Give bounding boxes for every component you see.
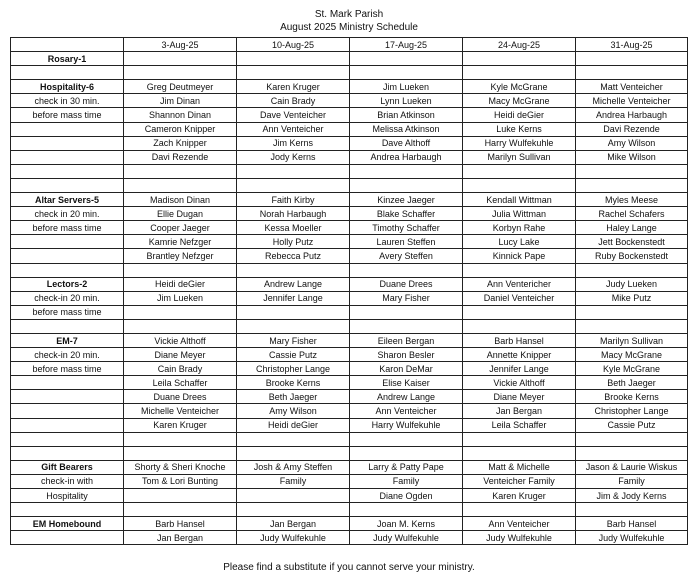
volunteer-cell: Cain Brady bbox=[124, 362, 237, 376]
volunteer-cell: Macy McGrane bbox=[576, 348, 688, 362]
volunteer-cell: Harry Wulfekuhle bbox=[463, 136, 576, 150]
volunteer-cell: Dave Althoff bbox=[350, 136, 463, 150]
volunteer-cell: Lauren Steffen bbox=[350, 235, 463, 249]
volunteer-cell: Duane Drees bbox=[124, 390, 237, 404]
schedule-row bbox=[11, 503, 688, 517]
ministry-label: Gift Bearers bbox=[11, 460, 124, 474]
ministry-label: check in 30 min. bbox=[11, 94, 124, 108]
volunteer-cell: Jan Bergan bbox=[237, 517, 350, 531]
volunteer-cell: Greg Deutmeyer bbox=[124, 80, 237, 94]
schedule-row bbox=[11, 277, 688, 291]
volunteer-cell bbox=[350, 319, 463, 333]
volunteer-cell: Eileen Bergan bbox=[350, 333, 463, 347]
schedule-row bbox=[11, 305, 688, 319]
schedule-row bbox=[11, 94, 688, 108]
volunteer-cell: Judy Wulfekuhle bbox=[576, 531, 688, 545]
volunteer-cell: Heidi deGier bbox=[463, 108, 576, 122]
volunteer-cell bbox=[576, 52, 688, 66]
volunteer-cell: Vickie Althoff bbox=[124, 333, 237, 347]
volunteer-cell: Cassie Putz bbox=[237, 348, 350, 362]
volunteer-cell: Madison Dinan bbox=[124, 193, 237, 207]
volunteer-cell: Brian Atkinson bbox=[350, 108, 463, 122]
volunteer-cell: Mike Wilson bbox=[576, 150, 688, 164]
volunteer-cell: Jan Bergan bbox=[124, 531, 237, 545]
volunteer-cell bbox=[124, 305, 237, 319]
volunteer-cell: Diane Ogden bbox=[350, 489, 463, 503]
volunteer-cell: Jennifer Lange bbox=[463, 362, 576, 376]
ministry-label: check-in with bbox=[11, 474, 124, 488]
schedule-body bbox=[11, 38, 688, 545]
volunteer-cell bbox=[237, 446, 350, 460]
ministry-label: check in 20 min. bbox=[11, 207, 124, 221]
volunteer-cell bbox=[576, 446, 688, 460]
ministry-label bbox=[11, 319, 124, 333]
schedule-row bbox=[11, 249, 688, 263]
volunteer-cell: Jett Bockenstedt bbox=[576, 235, 688, 249]
volunteer-cell bbox=[237, 263, 350, 277]
volunteer-cell bbox=[124, 489, 237, 503]
volunteer-cell: Mary Fisher bbox=[350, 291, 463, 305]
schedule-row bbox=[11, 178, 688, 192]
schedule-row bbox=[11, 489, 688, 503]
volunteer-cell: Kyle McGrane bbox=[576, 362, 688, 376]
volunteer-cell: Beth Jaeger bbox=[237, 390, 350, 404]
volunteer-cell: Karen Kruger bbox=[237, 80, 350, 94]
ministry-label bbox=[11, 404, 124, 418]
footer-note: Please find a substitute if you cannot serve your ministry. bbox=[223, 562, 475, 573]
volunteer-cell: Ann Venteicher bbox=[237, 122, 350, 136]
volunteer-cell: Marilyn Sullivan bbox=[463, 150, 576, 164]
volunteer-cell: Blake Schaffer bbox=[350, 207, 463, 221]
volunteer-cell: Avery Steffen bbox=[350, 249, 463, 263]
volunteer-cell: Judy Lueken bbox=[576, 277, 688, 291]
ministry-label bbox=[11, 263, 124, 277]
volunteer-cell: Judy Wulfekuhle bbox=[463, 531, 576, 545]
ministry-label: before mass time bbox=[11, 305, 124, 319]
volunteer-cell: Barb Hansel bbox=[463, 333, 576, 347]
volunteer-cell bbox=[350, 263, 463, 277]
schedule-row bbox=[11, 404, 688, 418]
schedule-row bbox=[11, 122, 688, 136]
ministry-label bbox=[11, 136, 124, 150]
volunteer-cell: Jan Bergan bbox=[463, 404, 576, 418]
volunteer-cell bbox=[576, 503, 688, 517]
volunteer-cell: Christopher Lange bbox=[237, 362, 350, 376]
volunteer-cell bbox=[124, 263, 237, 277]
volunteer-cell: Shorty & Sheri Knoche bbox=[124, 460, 237, 474]
volunteer-cell: Lynn Lueken bbox=[350, 94, 463, 108]
ministry-label: check-in 20 min. bbox=[11, 291, 124, 305]
volunteer-cell: Marilyn Sullivan bbox=[576, 333, 688, 347]
volunteer-cell: Julia Wittman bbox=[463, 207, 576, 221]
volunteer-cell: Faith Kirby bbox=[237, 193, 350, 207]
volunteer-cell bbox=[350, 52, 463, 66]
volunteer-cell: Tom & Lori Bunting bbox=[124, 474, 237, 488]
volunteer-cell: Venteicher Family bbox=[463, 474, 576, 488]
volunteer-cell: Mike Putz bbox=[576, 291, 688, 305]
ministry-label bbox=[11, 122, 124, 136]
volunteer-cell: Andrew Lange bbox=[350, 390, 463, 404]
ministry-label bbox=[11, 446, 124, 460]
volunteer-cell bbox=[350, 305, 463, 319]
schedule-row bbox=[11, 66, 688, 80]
date-header: 17-Aug-25 bbox=[350, 38, 463, 52]
volunteer-cell bbox=[124, 66, 237, 80]
volunteer-cell bbox=[350, 66, 463, 80]
volunteer-cell bbox=[576, 164, 688, 178]
volunteer-cell: Judy Wulfekuhle bbox=[237, 531, 350, 545]
volunteer-cell: Annette Knipper bbox=[463, 348, 576, 362]
schedule-row bbox=[11, 150, 688, 164]
volunteer-cell: Barb Hansel bbox=[576, 517, 688, 531]
volunteer-cell bbox=[237, 66, 350, 80]
volunteer-cell: Cassie Putz bbox=[576, 418, 688, 432]
volunteer-cell bbox=[463, 52, 576, 66]
schedule-row bbox=[11, 263, 688, 277]
ministry-label: before mass time bbox=[11, 362, 124, 376]
volunteer-cell bbox=[237, 305, 350, 319]
schedule-row bbox=[11, 193, 688, 207]
volunteer-cell: Kinnick Pape bbox=[463, 249, 576, 263]
volunteer-cell bbox=[463, 432, 576, 446]
volunteer-cell: Diane Meyer bbox=[124, 348, 237, 362]
schedule-row bbox=[11, 207, 688, 221]
volunteer-cell: Amy Wilson bbox=[576, 136, 688, 150]
volunteer-cell: Kessa Moeller bbox=[237, 221, 350, 235]
schedule-row bbox=[11, 376, 688, 390]
volunteer-cell bbox=[124, 432, 237, 446]
ministry-label: before mass time bbox=[11, 221, 124, 235]
ministry-label: before mass time bbox=[11, 108, 124, 122]
volunteer-cell: Cameron Knipper bbox=[124, 122, 237, 136]
volunteer-cell bbox=[576, 305, 688, 319]
volunteer-cell bbox=[463, 66, 576, 80]
volunteer-cell bbox=[124, 446, 237, 460]
volunteer-cell: Timothy Schaffer bbox=[350, 221, 463, 235]
volunteer-cell: Jim Kerns bbox=[237, 136, 350, 150]
volunteer-cell bbox=[237, 489, 350, 503]
ministry-schedule-table bbox=[10, 37, 688, 545]
volunteer-cell: Barb Hansel bbox=[124, 517, 237, 531]
schedule-row bbox=[11, 333, 688, 347]
volunteer-cell bbox=[576, 319, 688, 333]
schedule-row bbox=[11, 164, 688, 178]
date-header: 24-Aug-25 bbox=[463, 38, 576, 52]
volunteer-cell: Jason & Laurie Wiskus bbox=[576, 460, 688, 474]
volunteer-cell: Sharon Besler bbox=[350, 348, 463, 362]
volunteer-cell: Leila Schaffer bbox=[463, 418, 576, 432]
ministry-label bbox=[11, 178, 124, 192]
ministry-label bbox=[11, 503, 124, 517]
volunteer-cell: Vickie Althoff bbox=[463, 376, 576, 390]
volunteer-cell: Ann Ventericher bbox=[463, 277, 576, 291]
volunteer-cell: Jennifer Lange bbox=[237, 291, 350, 305]
ministry-label: EM Homebound bbox=[11, 517, 124, 531]
ministry-label bbox=[11, 390, 124, 404]
date-header-row bbox=[11, 38, 688, 52]
volunteer-cell: Matt & Michelle bbox=[463, 460, 576, 474]
ministry-label: Altar Servers-5 bbox=[11, 193, 124, 207]
volunteer-cell: Josh & Amy Steffen bbox=[237, 460, 350, 474]
schedule-row bbox=[11, 432, 688, 446]
volunteer-cell: Jody Kerns bbox=[237, 150, 350, 164]
volunteer-cell bbox=[463, 305, 576, 319]
volunteer-cell bbox=[463, 446, 576, 460]
ministry-label bbox=[11, 150, 124, 164]
volunteer-cell: Brooke Kerns bbox=[237, 376, 350, 390]
volunteer-cell bbox=[576, 66, 688, 80]
volunteer-cell: Duane Drees bbox=[350, 277, 463, 291]
volunteer-cell: Karon DeMar bbox=[350, 362, 463, 376]
volunteer-cell: Kyle McGrane bbox=[463, 80, 576, 94]
ministry-label: Rosary-1 bbox=[11, 52, 124, 66]
volunteer-cell bbox=[350, 432, 463, 446]
volunteer-cell: Rebecca Putz bbox=[237, 249, 350, 263]
volunteer-cell bbox=[124, 503, 237, 517]
volunteer-cell: Diane Meyer bbox=[463, 390, 576, 404]
volunteer-cell: Ruby Bockenstedt bbox=[576, 249, 688, 263]
volunteer-cell: Joan M. Kerns bbox=[350, 517, 463, 531]
schedule-row bbox=[11, 474, 688, 488]
volunteer-cell: Haley Lange bbox=[576, 221, 688, 235]
volunteer-cell bbox=[124, 319, 237, 333]
volunteer-cell bbox=[576, 432, 688, 446]
volunteer-cell bbox=[237, 164, 350, 178]
volunteer-cell bbox=[237, 178, 350, 192]
volunteer-cell: Ellie Dugan bbox=[124, 207, 237, 221]
volunteer-cell: Mary Fisher bbox=[237, 333, 350, 347]
volunteer-cell: Beth Jaeger bbox=[576, 376, 688, 390]
volunteer-cell: Davi Rezende bbox=[124, 150, 237, 164]
schedule-subtitle: August 2025 Ministry Schedule bbox=[280, 22, 418, 33]
volunteer-cell: Harry Wulfekuhle bbox=[350, 418, 463, 432]
volunteer-cell bbox=[124, 178, 237, 192]
schedule-row bbox=[11, 136, 688, 150]
volunteer-cell: Lucy Lake bbox=[463, 235, 576, 249]
volunteer-cell bbox=[463, 263, 576, 277]
ministry-label bbox=[11, 249, 124, 263]
volunteer-cell: Jim Dinan bbox=[124, 94, 237, 108]
volunteer-cell bbox=[350, 178, 463, 192]
schedule-row bbox=[11, 108, 688, 122]
ministry-label bbox=[11, 376, 124, 390]
schedule-row bbox=[11, 52, 688, 66]
volunteer-cell: Andrea Harbaugh bbox=[576, 108, 688, 122]
volunteer-cell: Dave Venteicher bbox=[237, 108, 350, 122]
volunteer-cell: Brooke Kerns bbox=[576, 390, 688, 404]
corner-cell bbox=[11, 38, 124, 52]
volunteer-cell: Andrea Harbaugh bbox=[350, 150, 463, 164]
volunteer-cell bbox=[576, 263, 688, 277]
volunteer-cell: Macy McGrane bbox=[463, 94, 576, 108]
volunteer-cell: Korbyn Rahe bbox=[463, 221, 576, 235]
schedule-row bbox=[11, 460, 688, 474]
date-header: 31-Aug-25 bbox=[576, 38, 688, 52]
ministry-label: Lectors-2 bbox=[11, 277, 124, 291]
volunteer-cell: Melissa Atkinson bbox=[350, 122, 463, 136]
volunteer-cell: Elise Kaiser bbox=[350, 376, 463, 390]
parish-title: St. Mark Parish bbox=[314, 9, 384, 20]
schedule-row bbox=[11, 348, 688, 362]
volunteer-cell: Ann Venteicher bbox=[463, 517, 576, 531]
ministry-label: EM-7 bbox=[11, 333, 124, 347]
ministry-label bbox=[11, 235, 124, 249]
volunteer-cell bbox=[237, 432, 350, 446]
volunteer-cell: Kamrie Nefzger bbox=[124, 235, 237, 249]
volunteer-cell: Brantley Nefzger bbox=[124, 249, 237, 263]
volunteer-cell: Family bbox=[350, 474, 463, 488]
volunteer-cell bbox=[463, 503, 576, 517]
volunteer-cell: Zach Knipper bbox=[124, 136, 237, 150]
volunteer-cell: Shannon Dinan bbox=[124, 108, 237, 122]
volunteer-cell: Christopher Lange bbox=[576, 404, 688, 418]
volunteer-cell: Kendall Wittman bbox=[463, 193, 576, 207]
volunteer-cell bbox=[124, 164, 237, 178]
ministry-label bbox=[11, 66, 124, 80]
volunteer-cell: Judy Wulfekuhle bbox=[350, 531, 463, 545]
schedule-row bbox=[11, 80, 688, 94]
volunteer-cell: Jim Lueken bbox=[124, 291, 237, 305]
volunteer-cell: Jim & Jody Kerns bbox=[576, 489, 688, 503]
volunteer-cell: Matt Venteicher bbox=[576, 80, 688, 94]
ministry-label bbox=[11, 418, 124, 432]
volunteer-cell: Myles Meese bbox=[576, 193, 688, 207]
ministry-label bbox=[11, 531, 124, 545]
ministry-label: Hospitality bbox=[11, 489, 124, 503]
volunteer-cell: Rachel Schafers bbox=[576, 207, 688, 221]
volunteer-cell: Luke Kerns bbox=[463, 122, 576, 136]
volunteer-cell: Jim Lueken bbox=[350, 80, 463, 94]
volunteer-cell: Family bbox=[237, 474, 350, 488]
volunteer-cell: Michelle Venteicher bbox=[124, 404, 237, 418]
schedule-row bbox=[11, 221, 688, 235]
volunteer-cell: Andrew Lange bbox=[237, 277, 350, 291]
volunteer-cell bbox=[463, 319, 576, 333]
volunteer-cell bbox=[237, 52, 350, 66]
volunteer-cell bbox=[350, 164, 463, 178]
volunteer-cell: Kinzee Jaeger bbox=[350, 193, 463, 207]
volunteer-cell bbox=[237, 319, 350, 333]
schedule-row bbox=[11, 235, 688, 249]
volunteer-cell: Amy Wilson bbox=[237, 404, 350, 418]
volunteer-cell: Michelle Venteicher bbox=[576, 94, 688, 108]
date-header: 3-Aug-25 bbox=[124, 38, 237, 52]
schedule-row bbox=[11, 517, 688, 531]
ministry-label: check-in 20 min. bbox=[11, 348, 124, 362]
volunteer-cell bbox=[576, 178, 688, 192]
volunteer-cell: Larry & Patty Pape bbox=[350, 460, 463, 474]
volunteer-cell bbox=[463, 164, 576, 178]
volunteer-cell bbox=[350, 446, 463, 460]
ministry-label bbox=[11, 432, 124, 446]
schedule-row bbox=[11, 390, 688, 404]
volunteer-cell: Family bbox=[576, 474, 688, 488]
schedule-row bbox=[11, 291, 688, 305]
volunteer-cell bbox=[237, 503, 350, 517]
volunteer-cell: Holly Putz bbox=[237, 235, 350, 249]
volunteer-cell bbox=[124, 52, 237, 66]
ministry-label: Hospitality-6 bbox=[11, 80, 124, 94]
schedule-row bbox=[11, 531, 688, 545]
schedule-row bbox=[11, 362, 688, 376]
volunteer-cell: Heidi deGier bbox=[237, 418, 350, 432]
ministry-label bbox=[11, 164, 124, 178]
volunteer-cell: Cain Brady bbox=[237, 94, 350, 108]
volunteer-cell: Ann Venteicher bbox=[350, 404, 463, 418]
schedule-row bbox=[11, 319, 688, 333]
volunteer-cell: Karen Kruger bbox=[124, 418, 237, 432]
volunteer-cell: Davi Rezende bbox=[576, 122, 688, 136]
date-header: 10-Aug-25 bbox=[237, 38, 350, 52]
volunteer-cell: Karen Kruger bbox=[463, 489, 576, 503]
volunteer-cell: Heidi deGier bbox=[124, 277, 237, 291]
volunteer-cell: Daniel Venteicher bbox=[463, 291, 576, 305]
volunteer-cell: Cooper Jaeger bbox=[124, 221, 237, 235]
volunteer-cell: Norah Harbaugh bbox=[237, 207, 350, 221]
volunteer-cell bbox=[350, 503, 463, 517]
volunteer-cell: Leila Schaffer bbox=[124, 376, 237, 390]
schedule-row bbox=[11, 418, 688, 432]
volunteer-cell bbox=[463, 178, 576, 192]
schedule-row bbox=[11, 446, 688, 460]
